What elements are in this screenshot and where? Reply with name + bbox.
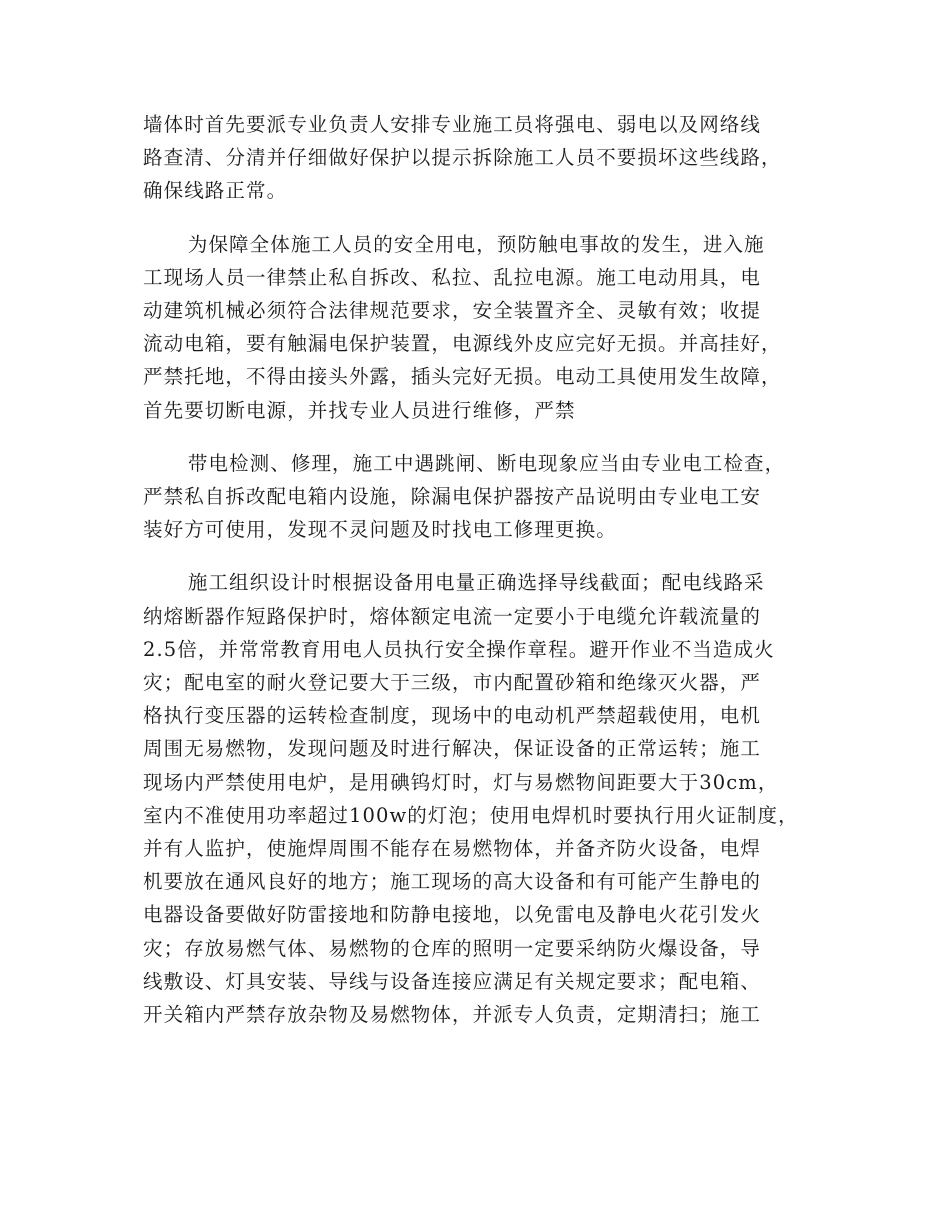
paragraph-line: 带电检测、修理，施工中遇跳闸、断电现象应当由专业电工检查， <box>187 451 786 475</box>
paragraph-line: 流动电箱，要有触漏电保护装置，电源线外皮应完好无损。并高挂好， <box>143 332 782 356</box>
paragraph-line: 墙体时首先要派专业负责人安排专业施工员将强电、弱电以及网络线 <box>143 113 762 136</box>
paragraph-2 <box>143 228 813 427</box>
paragraph-4 <box>143 566 813 1031</box>
paragraph-line: 灾；存放易燃气体、易燃物的仓库的照明一定要采纳防火爆设备，导 <box>143 936 762 960</box>
paragraph-1 <box>143 108 813 208</box>
paragraph-3 <box>143 447 813 547</box>
paragraph-line: 路查清、分清并仔细做好保护以提示拆除施工人员不要损坏这些线路， <box>143 146 782 170</box>
paragraph-line: 动建筑机械必须符合法律规范要求，安全装置齐全、灵敏有效；收提 <box>143 299 762 323</box>
paragraph-line: 严禁托地，不得由接头外露，插头完好无损。电动工具使用发生故障， <box>143 365 782 389</box>
paragraph-line: 首先要切断电源，并找专业人员进行维修，严禁 <box>143 398 576 422</box>
paragraph-line: 机要放在通风良好的地方；施工现场的高大设备和有可能产生静电的 <box>143 870 762 894</box>
paragraph-line: 周围无易燃物，发现问题及时进行解决，保证设备的正常运转；施工 <box>143 737 762 761</box>
paragraph-line: 工现场人员一律禁止私自拆改、私拉、乱拉电源。施工电动用具，电 <box>143 265 762 289</box>
paragraph-line: 现场内严禁使用电炉，是用碘钨灯时，灯与易燃物间距要大于30cm， <box>143 770 779 794</box>
paragraph-line: 为保障全体施工人员的安全用电，预防触电事故的发生，进入施 <box>187 232 765 256</box>
paragraph-line: 室内不准使用功率超过100w的灯泡；使用电焊机时要执行用火证制度， <box>143 803 799 827</box>
paragraph-line: 开关箱内严禁存放杂物及易燃物体，并派专人负责，定期清扫；施工 <box>143 1003 762 1027</box>
paragraph-line: 严禁私自拆改配电箱内设施，除漏电保护器按产品说明由专业电工安 <box>143 485 762 509</box>
paragraph-line: 纳熔断器作短路保护时，熔体额定电流一定要小于电缆允许载流量的 <box>143 604 762 628</box>
paragraph-line: 确保线路正常。 <box>143 179 288 203</box>
document-body <box>143 108 813 1031</box>
paragraph-line: 灾；配电室的耐火登记要大于三级，市内配置砂箱和绝缘灭火器，严 <box>143 671 762 695</box>
paragraph-line: 2.5倍，并常常教育用电人员执行安全操作章程。避开作业不当造成火 <box>143 637 775 661</box>
paragraph-line: 电器设备要做好防雷接地和防静电接地，以免雷电及静电火花引发火 <box>143 903 762 927</box>
paragraph-line: 格执行变压器的运转检查制度，现场中的电动机严禁超载使用，电机 <box>143 704 762 728</box>
paragraph-line: 施工组织设计时根据设备用电量正确选择导线截面；配电线路采 <box>187 571 765 595</box>
paragraph-line: 装好方可使用，发现不灵问题及时找电工修理更换。 <box>143 518 617 542</box>
paragraph-line: 线敷设、灯具安装、导线与设备连接应满足有关规定要求；配电箱、 <box>143 969 762 993</box>
paragraph-line: 并有人监护，使施焊周围不能存在易燃物体，并备齐防火设备，电焊 <box>143 837 762 861</box>
